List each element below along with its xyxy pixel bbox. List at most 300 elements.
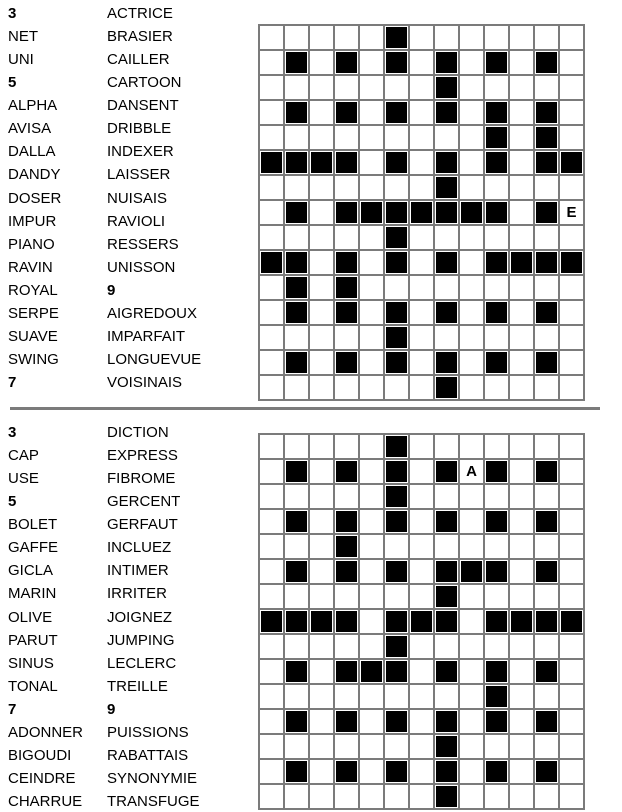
grid-cell[interactable] [360, 685, 383, 708]
grid-cell[interactable] [460, 176, 483, 199]
grid-cell[interactable] [485, 176, 508, 199]
grid-cell[interactable] [410, 710, 433, 733]
grid-cell[interactable] [285, 635, 308, 658]
grid-cell[interactable] [535, 76, 558, 99]
grid-cell[interactable] [385, 176, 408, 199]
grid-cell[interactable] [435, 26, 458, 49]
grid-cell[interactable] [460, 226, 483, 249]
grid-cell[interactable] [260, 585, 283, 608]
grid-cell[interactable] [410, 435, 433, 458]
grid-cell[interactable] [510, 176, 533, 199]
grid-cell[interactable] [435, 226, 458, 249]
grid-cell-prefilled-letter[interactable]: A [460, 460, 483, 483]
grid-cell[interactable] [260, 760, 283, 783]
grid-cell[interactable] [260, 710, 283, 733]
grid-cell-black [385, 485, 408, 508]
grid-cell[interactable] [460, 735, 483, 758]
grid-cell[interactable] [410, 151, 433, 174]
grid-cell[interactable] [260, 76, 283, 99]
grid-cell[interactable] [535, 26, 558, 49]
grid-cell[interactable] [510, 276, 533, 299]
grid-cell[interactable] [310, 585, 333, 608]
grid-cell-black [435, 376, 458, 399]
grid-cell[interactable] [410, 76, 433, 99]
grid-cell[interactable] [310, 51, 333, 74]
grid-cell[interactable] [410, 126, 433, 149]
grid-cell[interactable] [410, 460, 433, 483]
grid-cell[interactable] [510, 326, 533, 349]
grid-cell[interactable] [410, 485, 433, 508]
grid-cell[interactable] [460, 685, 483, 708]
grid-cell[interactable] [310, 660, 333, 683]
grid-cell[interactable] [535, 326, 558, 349]
grid-cell[interactable] [510, 685, 533, 708]
grid-cell[interactable] [485, 585, 508, 608]
grid-cell[interactable] [310, 251, 333, 274]
grid-cell[interactable] [560, 660, 583, 683]
grid-cell[interactable] [285, 76, 308, 99]
word-item: INCLUEZ [107, 539, 172, 557]
grid-cell[interactable] [260, 176, 283, 199]
grid-cell[interactable] [310, 685, 333, 708]
grid-cell[interactable] [560, 735, 583, 758]
grid-cell[interactable] [310, 301, 333, 324]
grid-cell[interactable] [335, 735, 358, 758]
grid-cell[interactable] [535, 376, 558, 399]
grid-cell[interactable] [510, 435, 533, 458]
grid-cell[interactable] [560, 760, 583, 783]
grid-cell-black [485, 710, 508, 733]
grid-cell-black [535, 151, 558, 174]
grid-cell[interactable] [560, 101, 583, 124]
grid-cell[interactable] [485, 26, 508, 49]
grid-cell[interactable] [310, 710, 333, 733]
grid-cell[interactable] [360, 485, 383, 508]
grid-cell[interactable] [360, 76, 383, 99]
grid-cell[interactable] [410, 685, 433, 708]
grid-cell[interactable] [410, 660, 433, 683]
grid-cell[interactable] [385, 126, 408, 149]
grid-cell[interactable] [485, 226, 508, 249]
grid-cell[interactable] [510, 151, 533, 174]
grid-cell[interactable] [460, 351, 483, 374]
grid-cell[interactable] [260, 510, 283, 533]
grid-cell[interactable] [285, 26, 308, 49]
grid-cell[interactable] [560, 376, 583, 399]
grid-cell[interactable] [485, 76, 508, 99]
grid-cell[interactable] [310, 226, 333, 249]
grid-cell[interactable] [360, 376, 383, 399]
grid-cell[interactable] [510, 201, 533, 224]
word-item: PUISSIONS [107, 723, 189, 741]
grid-cell[interactable] [460, 610, 483, 633]
grid-cell[interactable] [385, 76, 408, 99]
grid-cell[interactable] [335, 26, 358, 49]
grid-cell[interactable] [260, 535, 283, 558]
grid-cell[interactable] [360, 326, 383, 349]
grid-cell[interactable] [360, 585, 383, 608]
grid-cell[interactable] [410, 26, 433, 49]
grid-cell[interactable] [460, 510, 483, 533]
grid-cell[interactable] [285, 435, 308, 458]
grid-cell[interactable] [560, 51, 583, 74]
grid-cell[interactable] [560, 685, 583, 708]
grid-cell-black [385, 760, 408, 783]
word-item: GERCENT [107, 493, 181, 511]
grid-cell[interactable] [460, 635, 483, 658]
grid-cell-black [485, 51, 508, 74]
grid-cell[interactable] [460, 126, 483, 149]
grid-cell[interactable] [460, 585, 483, 608]
grid-cell[interactable] [335, 76, 358, 99]
grid-cell[interactable] [560, 301, 583, 324]
grid-cell[interactable] [510, 76, 533, 99]
grid-cell[interactable] [260, 301, 283, 324]
grid-cell[interactable] [335, 785, 358, 808]
grid-cell[interactable] [310, 760, 333, 783]
grid-cell[interactable] [535, 585, 558, 608]
grid-cell-black [285, 151, 308, 174]
grid-cell[interactable] [335, 685, 358, 708]
grid-cell[interactable] [560, 76, 583, 99]
word-item: SWING [8, 350, 59, 368]
grid-cell[interactable] [360, 351, 383, 374]
word-item: RAVIN [8, 258, 53, 276]
grid-cell[interactable] [260, 785, 283, 808]
grid-cell[interactable] [310, 351, 333, 374]
grid-cell[interactable] [410, 101, 433, 124]
grid-cell[interactable] [485, 785, 508, 808]
grid-cell[interactable] [460, 26, 483, 49]
grid-cell[interactable] [410, 510, 433, 533]
grid-cell[interactable] [360, 610, 383, 633]
grid-cell[interactable] [310, 560, 333, 583]
grid-cell[interactable] [560, 126, 583, 149]
grid-cell[interactable] [310, 326, 333, 349]
grid-cell-black [460, 560, 483, 583]
grid-cell[interactable] [510, 660, 533, 683]
grid-cell[interactable] [485, 435, 508, 458]
grid-cell[interactable] [510, 226, 533, 249]
grid-cell[interactable] [260, 560, 283, 583]
word-item: NET [8, 28, 38, 46]
grid-cell[interactable] [410, 176, 433, 199]
grid-cell[interactable] [510, 510, 533, 533]
grid-cell[interactable] [410, 785, 433, 808]
grid-cell[interactable] [310, 276, 333, 299]
grid-cell[interactable] [560, 535, 583, 558]
grid-cell[interactable] [535, 735, 558, 758]
grid-cell[interactable] [460, 276, 483, 299]
grid-cell[interactable] [535, 176, 558, 199]
grid-cell[interactable] [560, 585, 583, 608]
grid-cell[interactable] [560, 635, 583, 658]
grid-cell[interactable] [410, 51, 433, 74]
grid-cell[interactable] [310, 460, 333, 483]
grid-cell[interactable] [360, 251, 383, 274]
grid-cell[interactable] [460, 76, 483, 99]
grid-cell[interactable] [460, 710, 483, 733]
grid-cell[interactable] [310, 635, 333, 658]
grid-cell[interactable] [335, 176, 358, 199]
grid-cell-black [335, 301, 358, 324]
grid-cell[interactable] [485, 276, 508, 299]
grid-cell[interactable] [535, 635, 558, 658]
word-item: TRANSFUGE [107, 793, 200, 810]
grid-cell[interactable] [535, 685, 558, 708]
grid-cell[interactable] [435, 126, 458, 149]
grid-cell-prefilled-letter[interactable]: E [560, 201, 583, 224]
grid-cell[interactable] [460, 326, 483, 349]
grid-cell[interactable] [410, 635, 433, 658]
grid-cell[interactable] [510, 710, 533, 733]
grid-cell[interactable] [285, 785, 308, 808]
grid-cell[interactable] [510, 735, 533, 758]
grid-cell[interactable] [310, 785, 333, 808]
grid-cell[interactable] [360, 226, 383, 249]
grid-cell[interactable] [535, 435, 558, 458]
grid-cell[interactable] [285, 585, 308, 608]
grid-cell[interactable] [260, 51, 283, 74]
grid-cell[interactable] [310, 126, 333, 149]
grid-cell[interactable] [310, 535, 333, 558]
grid-cell[interactable] [310, 485, 333, 508]
grid-cell[interactable] [510, 51, 533, 74]
grid-cell[interactable] [510, 460, 533, 483]
grid-cell[interactable] [485, 376, 508, 399]
grid-cell[interactable] [560, 351, 583, 374]
grid-cell[interactable] [335, 326, 358, 349]
grid-cell[interactable] [460, 51, 483, 74]
grid-cell[interactable] [410, 326, 433, 349]
grid-cell[interactable] [260, 435, 283, 458]
grid-cell[interactable] [460, 251, 483, 274]
grid-cell[interactable] [360, 510, 383, 533]
grid-cell[interactable] [410, 301, 433, 324]
grid-cell[interactable] [560, 460, 583, 483]
grid-cell[interactable] [435, 685, 458, 708]
grid-cell[interactable] [360, 301, 383, 324]
grid-cell[interactable] [360, 735, 383, 758]
grid-cell[interactable] [435, 435, 458, 458]
grid-cell[interactable] [410, 351, 433, 374]
grid-cell[interactable] [485, 735, 508, 758]
grid-cell-black [260, 251, 283, 274]
grid-cell[interactable] [460, 376, 483, 399]
word-item: UNISSON [107, 258, 176, 276]
grid-cell[interactable] [560, 276, 583, 299]
grid-cell[interactable] [285, 735, 308, 758]
grid-cell[interactable] [510, 101, 533, 124]
grid-cell-black [385, 26, 408, 49]
grid-cell[interactable] [460, 760, 483, 783]
grid-cell[interactable] [535, 226, 558, 249]
grid-cell[interactable] [260, 635, 283, 658]
grid-cell[interactable] [335, 635, 358, 658]
grid-cell[interactable] [560, 510, 583, 533]
grid-cell[interactable] [385, 585, 408, 608]
grid-cell[interactable] [510, 485, 533, 508]
grid-cell[interactable] [335, 485, 358, 508]
grid-cell[interactable] [460, 485, 483, 508]
grid-cell[interactable] [360, 560, 383, 583]
grid-cell[interactable] [510, 301, 533, 324]
word-length-header: 9 [107, 700, 116, 718]
grid-cell[interactable] [560, 785, 583, 808]
grid-cell[interactable] [335, 376, 358, 399]
grid-cell[interactable] [385, 785, 408, 808]
grid-cell[interactable] [260, 276, 283, 299]
grid-cell[interactable] [260, 376, 283, 399]
grid-cell[interactable] [360, 151, 383, 174]
grid-cell[interactable] [560, 485, 583, 508]
grid-cell[interactable] [285, 176, 308, 199]
grid-cell[interactable] [360, 710, 383, 733]
grid-cell[interactable] [260, 660, 283, 683]
grid-cell[interactable] [435, 535, 458, 558]
grid-cell[interactable] [260, 26, 283, 49]
grid-cell-black [510, 251, 533, 274]
grid-cell[interactable] [410, 251, 433, 274]
grid-cell[interactable] [435, 635, 458, 658]
grid-cell[interactable] [410, 560, 433, 583]
grid-cell[interactable] [435, 485, 458, 508]
grid-cell[interactable] [410, 585, 433, 608]
grid-cell[interactable] [410, 226, 433, 249]
grid-cell[interactable] [285, 485, 308, 508]
grid-cell[interactable] [385, 276, 408, 299]
grid-cell[interactable] [285, 376, 308, 399]
grid-cell[interactable] [535, 276, 558, 299]
grid-cell-black [310, 151, 333, 174]
grid-cell[interactable] [335, 226, 358, 249]
grid-cell[interactable] [485, 485, 508, 508]
grid-cell[interactable] [310, 76, 333, 99]
grid-cell[interactable] [460, 535, 483, 558]
grid-cell[interactable] [460, 151, 483, 174]
grid-cell[interactable] [460, 435, 483, 458]
grid-cell[interactable] [360, 635, 383, 658]
grid-cell[interactable] [285, 226, 308, 249]
grid-cell[interactable] [260, 126, 283, 149]
grid-cell[interactable] [260, 351, 283, 374]
grid-cell[interactable] [385, 376, 408, 399]
grid-cell[interactable] [310, 176, 333, 199]
grid-cell[interactable] [360, 276, 383, 299]
word-item: CEINDRE [8, 769, 76, 787]
grid-cell[interactable] [310, 510, 333, 533]
grid-cell[interactable] [335, 126, 358, 149]
grid-cell[interactable] [360, 435, 383, 458]
grid-cell[interactable] [460, 101, 483, 124]
grid-cell[interactable] [260, 201, 283, 224]
grid-cell[interactable] [360, 460, 383, 483]
grid-cell[interactable] [310, 201, 333, 224]
grid-cell[interactable] [310, 435, 333, 458]
grid-cell[interactable] [260, 226, 283, 249]
grid-cell[interactable] [360, 101, 383, 124]
grid-cell[interactable] [360, 26, 383, 49]
grid-cell[interactable] [310, 735, 333, 758]
grid-cell[interactable] [335, 435, 358, 458]
grid-cell[interactable] [285, 685, 308, 708]
grid-cell[interactable] [535, 785, 558, 808]
grid-cell[interactable] [510, 376, 533, 399]
grid-cell[interactable] [360, 126, 383, 149]
grid-cell[interactable] [385, 535, 408, 558]
grid-cell[interactable] [560, 710, 583, 733]
grid-cell[interactable] [485, 326, 508, 349]
grid-cell[interactable] [410, 760, 433, 783]
grid-cell[interactable] [460, 301, 483, 324]
grid-cell[interactable] [385, 685, 408, 708]
grid-cell-black [435, 101, 458, 124]
grid-cell[interactable] [260, 460, 283, 483]
grid-cell[interactable] [560, 435, 583, 458]
grid-cell[interactable] [285, 326, 308, 349]
grid-cell[interactable] [360, 51, 383, 74]
grid-cell[interactable] [310, 101, 333, 124]
grid-cell[interactable] [410, 535, 433, 558]
grid-cell[interactable] [260, 101, 283, 124]
word-item: CHARRUE [8, 793, 83, 810]
grid-cell[interactable] [310, 376, 333, 399]
grid-cell[interactable] [385, 735, 408, 758]
grid-cell[interactable] [560, 326, 583, 349]
grid-cell[interactable] [335, 585, 358, 608]
grid-cell[interactable] [460, 660, 483, 683]
grid-cell[interactable] [510, 560, 533, 583]
grid-cell[interactable] [560, 176, 583, 199]
grid-cell[interactable] [360, 176, 383, 199]
grid-cell[interactable] [510, 26, 533, 49]
grid-cell[interactable] [535, 485, 558, 508]
grid-cell[interactable] [460, 785, 483, 808]
grid-cell[interactable] [510, 351, 533, 374]
grid-cell[interactable] [260, 735, 283, 758]
grid-cell[interactable] [485, 635, 508, 658]
grid-cell[interactable] [360, 535, 383, 558]
grid-cell[interactable] [435, 276, 458, 299]
grid-cell[interactable] [410, 376, 433, 399]
grid-cell[interactable] [510, 535, 533, 558]
grid-cell[interactable] [560, 226, 583, 249]
grid-cell[interactable] [310, 26, 333, 49]
grid-cell[interactable] [510, 760, 533, 783]
grid-cell[interactable] [560, 26, 583, 49]
grid-cell[interactable] [510, 585, 533, 608]
grid-cell[interactable] [485, 535, 508, 558]
grid-cell[interactable] [510, 635, 533, 658]
grid-cell[interactable] [260, 326, 283, 349]
grid-cell[interactable] [360, 785, 383, 808]
grid-cell-black [360, 201, 383, 224]
grid-cell[interactable] [260, 485, 283, 508]
grid-cell[interactable] [510, 785, 533, 808]
grid-cell[interactable] [560, 560, 583, 583]
grid-cell[interactable] [435, 326, 458, 349]
grid-cell[interactable] [285, 535, 308, 558]
grid-cell[interactable] [410, 735, 433, 758]
grid-cell[interactable] [510, 126, 533, 149]
grid-cell[interactable] [535, 535, 558, 558]
word-item: NUISAIS [107, 189, 168, 207]
grid-cell[interactable] [285, 126, 308, 149]
word-item: UNI [8, 51, 34, 69]
grid-cell[interactable] [360, 760, 383, 783]
grid-cell[interactable] [260, 685, 283, 708]
grid-cell[interactable] [410, 276, 433, 299]
